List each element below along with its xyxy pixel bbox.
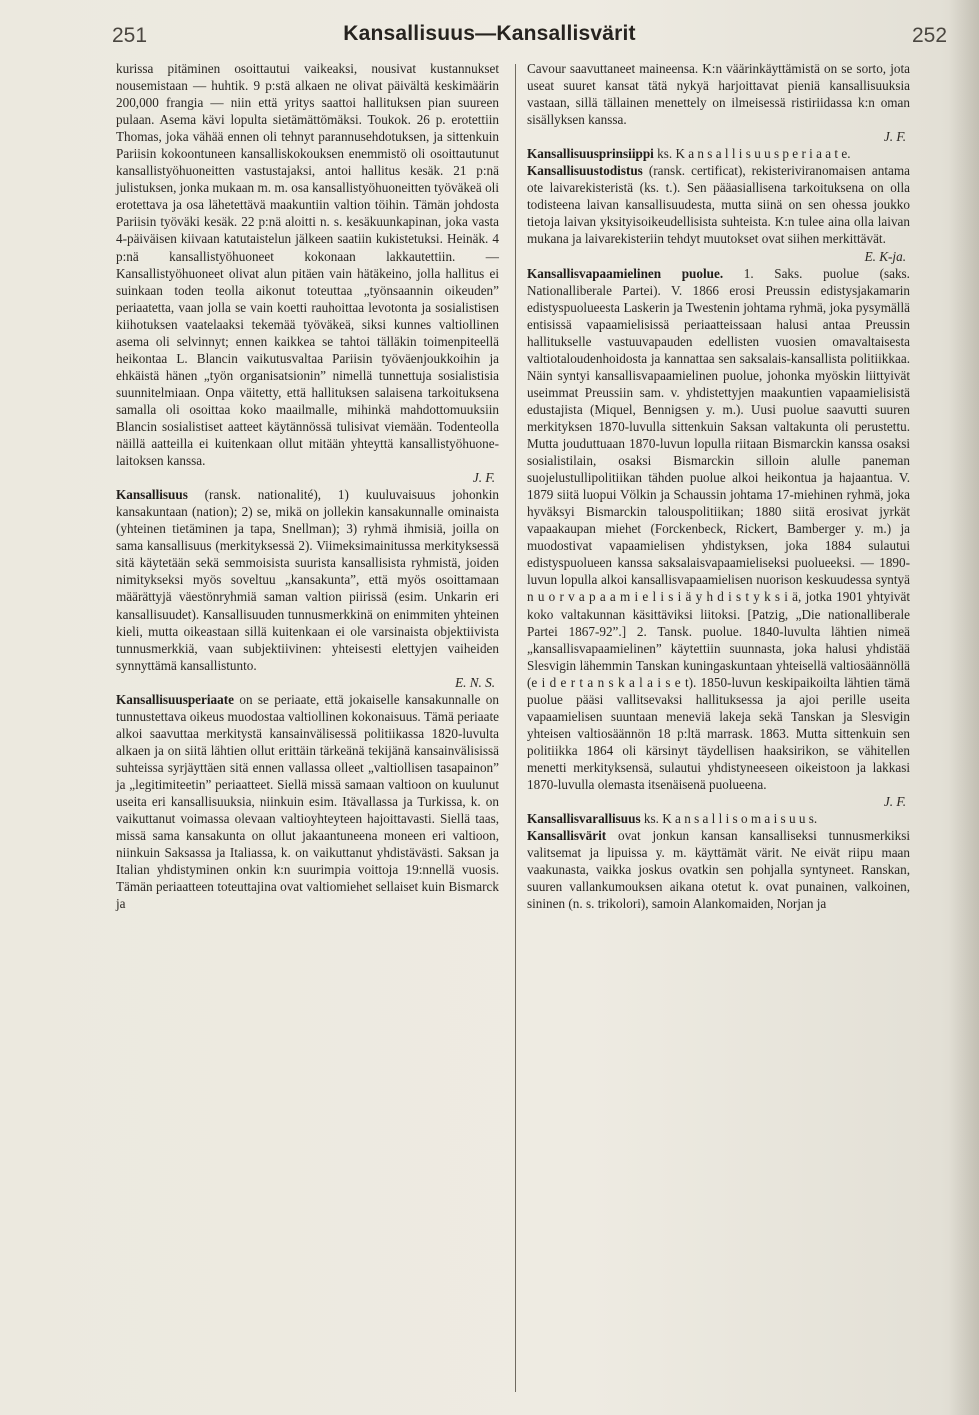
dictionary-entry bbox=[527, 827, 910, 912]
dictionary-entry bbox=[116, 486, 499, 674]
author-signature: J. F. bbox=[883, 129, 906, 145]
entry-headword: Kansallisvarallisuus bbox=[527, 811, 641, 827]
dictionary-entry bbox=[527, 810, 910, 827]
page-number-left: 251 bbox=[112, 24, 148, 47]
author-signature: E. N. S. bbox=[455, 674, 495, 690]
entry-headword: Kansallisuustodistus bbox=[527, 163, 643, 179]
dictionary-entry bbox=[527, 265, 910, 793]
running-title: Kansallisuus—Kansallisvärit bbox=[343, 22, 636, 45]
left-column bbox=[116, 60, 499, 912]
dictionary-entry bbox=[527, 145, 910, 162]
right-column bbox=[527, 60, 910, 912]
entry-body: (ransk. certificat), rekisteriviranomaisen antama ote laivarekisteristä (ks. t.). Sen pääasiallisena tarkoituksena on olla todisteena laivan kansallisuudesta, mutta siinä on sen ohessa joukko tietoja laivan yksityisoikeudellisista suhteista. K:n tulee aina olla laivan mukana ja laivarekisteriin tehdyt muutokset ovat siihen merkittävät. bbox=[527, 163, 910, 247]
entry-headword: Kansallisvapaamielinen puolue. bbox=[527, 265, 724, 281]
running-header bbox=[0, 22, 979, 52]
author-signature: J. F. bbox=[883, 794, 906, 810]
entry-body: on se periaate, että jokaiselle kansakunnalle on tunnustettava oikeus muodostaa valtiollinen kokonaisuus. Tämä periaate alkoi saavuttaa merkitystä kansainvälisessä politiikassa 1820-luvulta alkaen ja on siitä lähtien ollut erittäin tärkeänä tekijänä kansainvälisissä suhteissa syrjäyttäen sitä ennen vallassa olleet „valtiollisen tasapainon” ja „legitimiteetin” periaatteet. Siellä missä samaan valtioon on kuulunut useita eri kansallisuuksia, niinkuin esim. Itävallassa ja Turkissa, k. on vaikuttanut voimassa olevaan valtioyhteyteen hajoittavasti. Siellä taas, missä sama kansakunta on ollut jakaantuneena moneen eri valtioon, niinkuin Saksassa ja Italiassa, k. on vaikuttanut yhdistävästi. Saksan ja Italian yhdistyminen onkin k:n suurimpia voittoja 19:nnellä vuosis. Tämän periaatteen toteuttajina ovat valtiomiehet sellaiset kuin Bismarck ja bbox=[116, 691, 499, 912]
author-signature: J. F. bbox=[472, 470, 495, 486]
entry-body: ovat jonkun kansan kansalliseksi tunnusmerkiksi valitsemat ja lipuissa y. m. käyttämät värit. Ne eivät riipu maan vaakunasta, vaikka joskus ovatkin sen pohjalla syntyneet. Ranskan, suuren vallankumouksen aikana otetut k. ovat punainen, valkoinen, sininen (n. s. trikolori), samoin Alankomaiden, Norjan ja bbox=[527, 828, 910, 912]
entry-body: 1. Saks. puolue (saks. Nationalliberale Partei). V. 1866 erosi Preussin edistysjakamarin edistyspuolueesta Laskerin ja Twestenin johtama ryhmä, joka pysymällä entisissä vapaamielisissä periaatteissaan halusi antaa Preussin hallitukselle vastuuvapauden edellisten vuosien omavaltaisesta valtiotaloudenhoidosta ja kannattaa sen saksalais-kansallista politiikkaa. Näin syntyi kansallisvapaamielinen puolue, johonka myöskin liittyivät useimmat Preussiin sam. v. yhdistettyjen maakuntien vapaamielisistä edustajista (Miquel, Bennigsen y. m.). Uusi puolue saavutti suuren merkityksen 1870-luvulla sittenkuin Saksan valtakunta oli perustettu. Mutta jouduttuaan 1870-luvun lopulla riitaan Bismarckin kanssa osaksi sosialistilain, osaksi Bismarckin silloin alulle paneman suojelustullipolitiikan tähden puolue alkoi heikontua ja hajaantua. V. 1879 siitä luopui Völkin ja Schaussin johtama 17-miehinen ryhmä, joka hyväksyi Bismarckin talouspolitiikan; 1880 siitä erosivat jyrkät vapaakaupan miehet (Forckenbeck, Rickert, Bamberger y. m.) ja muodostivat vapaamielisen yhdistyksen, joka 1884 sulautui edistyspuolueen kanssa saksalaisvapaamieliseksi puolueeksi. — 1890-luvun lopulla alkoi kansallisvapaamielisen nuorison keskuudessa syntyä n u o r v a p a a m i e l i s i ä y h d i s t y k s i ä, jotka 1901 yhtyivät koko valtakunnan käsittäviksi liitoksi. [Patzig, „Die nationalliberale Partei 1867-92”.] 2. Tansk. puolue. 1840-luvulta lähtien nimeä „kansallisvapaamielinen” käytettiin suunnasta, joka halusi yhdistää Slesvigin lähemmin Tanskan kuningaskuntaan yhteisellä valtiosäännöllä (e i d e r t a n s k a l a i s e t). 1850-luvun keskipaikoilta lähtien tämä puolue pääsi vallitsevaksi hallituksessa ja ajoi perille useita vapaamielisen suuntaan meneviä lakeja sekä Tanskan ja Slesvigin yhteisen valtiosäännön 18 p:ltä marrask. 1863. Mutta sittenkuin sen politiikka 1864 oli kärsinyt täydellisen haaksirikon, se vähitellen menetti merkityksensä, sulautui yhdistyneeseen oikeistoon ja lakkasi 1870-luvulla olemasta itsenäisenä puolueena. bbox=[527, 265, 910, 792]
page-number-right: 252 bbox=[912, 24, 948, 47]
dictionary-entry bbox=[527, 162, 910, 247]
author-signature: E. K-ja. bbox=[864, 248, 906, 264]
dictionary-entry bbox=[116, 691, 499, 913]
entry-headword: Kansallisuusperiaate bbox=[116, 691, 234, 707]
body-paragraph: Cavour saavuttaneet maineensa. K:n väärinkäyttämistä on se sorto, jota useat suuret kansat tätä nykyä harjoittavat pieniä kansallisuuksia vastaan, sillä tällainen menettely on ilmeisessä ristiriidassa k:n oman sisällyksen kanssa. bbox=[527, 61, 910, 128]
entry-headword: Kansallisuusprinsiippi bbox=[527, 146, 654, 162]
entry-body: (ransk. nationalité), 1) kuuluvaisuus johonkin kansakuntaan (nation); 2) se, mikä on jollekin kansakunnalle ominaista (yhteinen tietäminen ja tapa, Snellman); 3) ryhmä ihmisiä, joilla on sama kansallisuus (merkityksessä 2). Viimeksimainitussa merkityksessä sitä käytetään sekä semmoisista suurista kansallisista ryhmistä, joiden nimitykseksi myös soveltuu „kansakunta”, että myös osoittamaan määrättyjä väestönryhmiä saman valtion piirissä (esim. Unkarin eri kansallisuudet). Kansallisuuden tunnusmerkkinä on enimmiten yhteinen kieli, mutta oikeastaan sillä kuitenkaan ei ole varsinaista objektiivista tunnusmerkkiä, vaan subjektiivinen: yhteisesti elettyjen vaiheiden synnyttämä kansallistunto. bbox=[116, 487, 499, 673]
entry-headword: Kansallisvärit bbox=[527, 828, 607, 844]
column-divider bbox=[515, 64, 516, 1392]
page-edge-shadow bbox=[949, 0, 979, 1415]
entry-headword: Kansallisuus bbox=[116, 487, 188, 503]
entry-body: ks. K a n s a l l i s o m a i s u u s. bbox=[640, 811, 818, 827]
body-paragraph: kurissa pitäminen osoittautui vaikeaksi, nousivat kustannukset nousemistaan — huhtik. 9 p:stä alkaen ne olivat päivältä keskimäärin 200,000 frangia — niin että yritys saattoi hallituksen pian suureen pulaan. Asema kävi lopulta sietämättömäksi. Toukok. 26 p. erotettiin Thomas, joka vähää ennen oli tehnyt parannusehdotuksen, ja sittenkuin Pariisin kokoontuneen kansalliskokouksen enemmistö oli osoittautunut kansallistyöhuoneitten vastustajaksi, antoi hallitus kesäk. 21 p:nä julistuksen, jonka mukaan m. m. osa kansallistyöhuoneitten työväkeä oli erotettava ja osa lähetettävä maakuntiin valtion töihin. Tämän johdosta Pariisin työväki kesäk. 22 p:nä aloitti n. s. kesäkuunkapinan, joka vasta 4-päiväisen kiivaan katutaistelun jälkeen saatiin kukistetuksi. Heinäk. 4 p:nä kansallistyöhuoneet kokonaan lakkautettiin. — Kansallistyöhuoneet olivat alun pitäen vain hätäkeino, jolla hallitus ei suinkaan toden teolla aikonut toteuttaa „työnsaannin oikeuden” periaatetta, vaan jolla se vain koetti rauhoittaa levotonta ja sosialistisen kiihotuksen vaatelaaksi tekemää työväkeä, siksi kunnes valtiollinen asema oli selvinnyt; ennen kaikkea se tahtoi tälläkin toimenpiteellä heikontaa L. Blancin vaikutusvaltaa Pariisin työväenjoukkoihin ja ehkäistä hänen „työn organisatsionin” nimellä tunnettuja sosialistisia suunnitelmiaan. Onpa väitetty, että hallituksen salaisena tarkoituksena samalla oli osoittaa koko maailmalle, mihinkä mahdottomuuksiin Blancin sosialistiset aatteet käytännössä tulisivat viemään. Todenteolla näillä aatteilla ei kuitenkaan ollut mitään yhteyttä kansallistyöhuone-laitoksen kanssa. bbox=[116, 61, 499, 469]
entry-body: ks. K a n s a l l i s u u s p e r i a a t e. bbox=[653, 146, 851, 162]
